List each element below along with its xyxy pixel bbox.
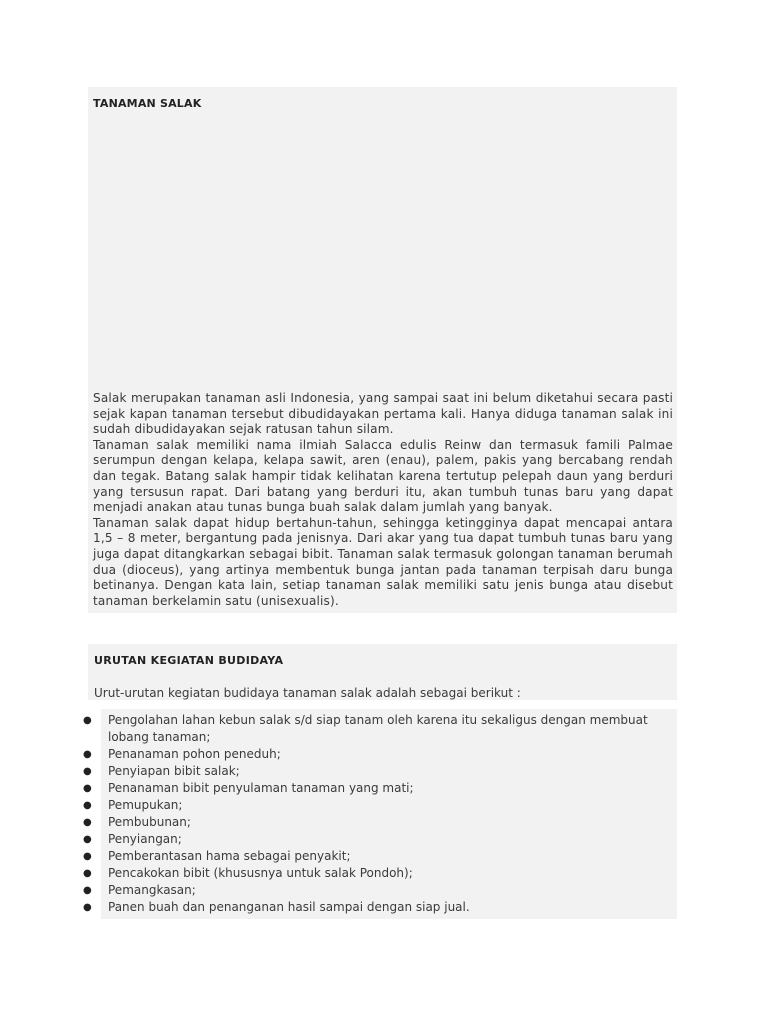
list-item-text: Panen buah dan penanganan hasil sampai dengan siap jual. (108, 900, 470, 914)
bullet-icon: ● (83, 868, 92, 879)
list-item (83, 831, 673, 848)
list-item (83, 797, 673, 814)
list-item-text: Penyiapan bibit salak; (108, 764, 240, 778)
list-item (83, 746, 673, 763)
list-item (83, 814, 673, 831)
section-intro: Urut-urutan kegiatan budidaya tanaman salak adalah sebagai berikut : (94, 686, 521, 700)
bullet-icon: ● (83, 834, 92, 845)
list-item (83, 848, 673, 865)
list-item-text: Pemupukan; (108, 798, 183, 812)
list-item (83, 712, 673, 746)
list-item (83, 865, 673, 882)
paragraph: Salak merupakan tanaman asli Indonesia, yang sampai saat ini belum diketahui secara pasti sejak kapan tanaman tersebut dibudidayakan pertama kali. Hanya diduga tanaman salak ini sudah dibudidayakan sejak ratusan tahun silam. (93, 391, 673, 437)
list-item-text: Pemberantasan hama sebagai penyakit; (108, 849, 351, 863)
paragraph: Tanaman salak memiliki nama ilmiah Salacca edulis Reinw dan termasuk famili Palmae serumpun dengan kelapa, kelapa sawit, aren (enau), palem, pakis yang bercabang rendah dan tegak. Batang salak hampir tidak kelihatan karena tertutup pelepah daun yang berduri yang tersusun rapat. Dari batang yang berduri itu, akan tumbuh tunas baru yang dapat menjadi anakan atau tunas bunga buah salak dalam jumlah yang banyak. (93, 437, 673, 515)
list-item-text: Pemangkasan; (108, 883, 196, 897)
bullet-icon: ● (83, 783, 92, 794)
section-title: TANAMAN SALAK (93, 97, 202, 110)
list-item (83, 882, 673, 899)
list-item-text: Pembubunan; (108, 815, 191, 829)
section-title: URUTAN KEGIATAN BUDIDAYA (94, 654, 284, 667)
list-item-text: Penyiangan; (108, 832, 182, 846)
bullet-icon: ● (83, 749, 92, 760)
bullet-icon: ● (83, 766, 92, 777)
section-tanaman-salak (88, 87, 677, 613)
section-urutan-kegiatan (88, 644, 677, 700)
activity-list (83, 712, 673, 916)
bullet-icon: ● (83, 715, 92, 726)
list-item-text: Penanaman bibit penyulaman tanaman yang mati; (108, 781, 414, 795)
list-item (83, 899, 673, 916)
list-item-text: Pencakokan bibit (khususnya untuk salak Pondoh); (108, 866, 413, 880)
bullet-icon: ● (83, 817, 92, 828)
list-item-text: Penanaman pohon peneduh; (108, 747, 281, 761)
list-item-text: Pengolahan lahan kebun salak s/d siap tanam oleh karena itu sekaligus dengan membuat lobang tanaman; (108, 713, 648, 744)
section-body (93, 391, 673, 609)
list-item (83, 780, 673, 797)
bullet-icon: ● (83, 800, 92, 811)
bullet-icon: ● (83, 851, 92, 862)
bullet-icon: ● (83, 885, 92, 896)
list-item (83, 763, 673, 780)
paragraph: Tanaman salak dapat hidup bertahun-tahun, sehingga ketingginya dapat mencapai antara 1,5 – 8 meter, bergantung pada jenisnya. Dari akar yang tua dapat tumbuh tunas baru yang juga dapat ditangkarkan sebagai bibit. Tanaman salak termasuk golongan tanaman berumah dua (dioceus), yang artinya membentuk bunga jantan pada tanaman terpisah daru bunga betinanya. Dengan kata lain, setiap tanaman salak memiliki satu jenis bunga atau disebut tanaman berkelamin satu (unisexualis). (93, 515, 673, 608)
bullet-icon: ● (83, 902, 92, 913)
